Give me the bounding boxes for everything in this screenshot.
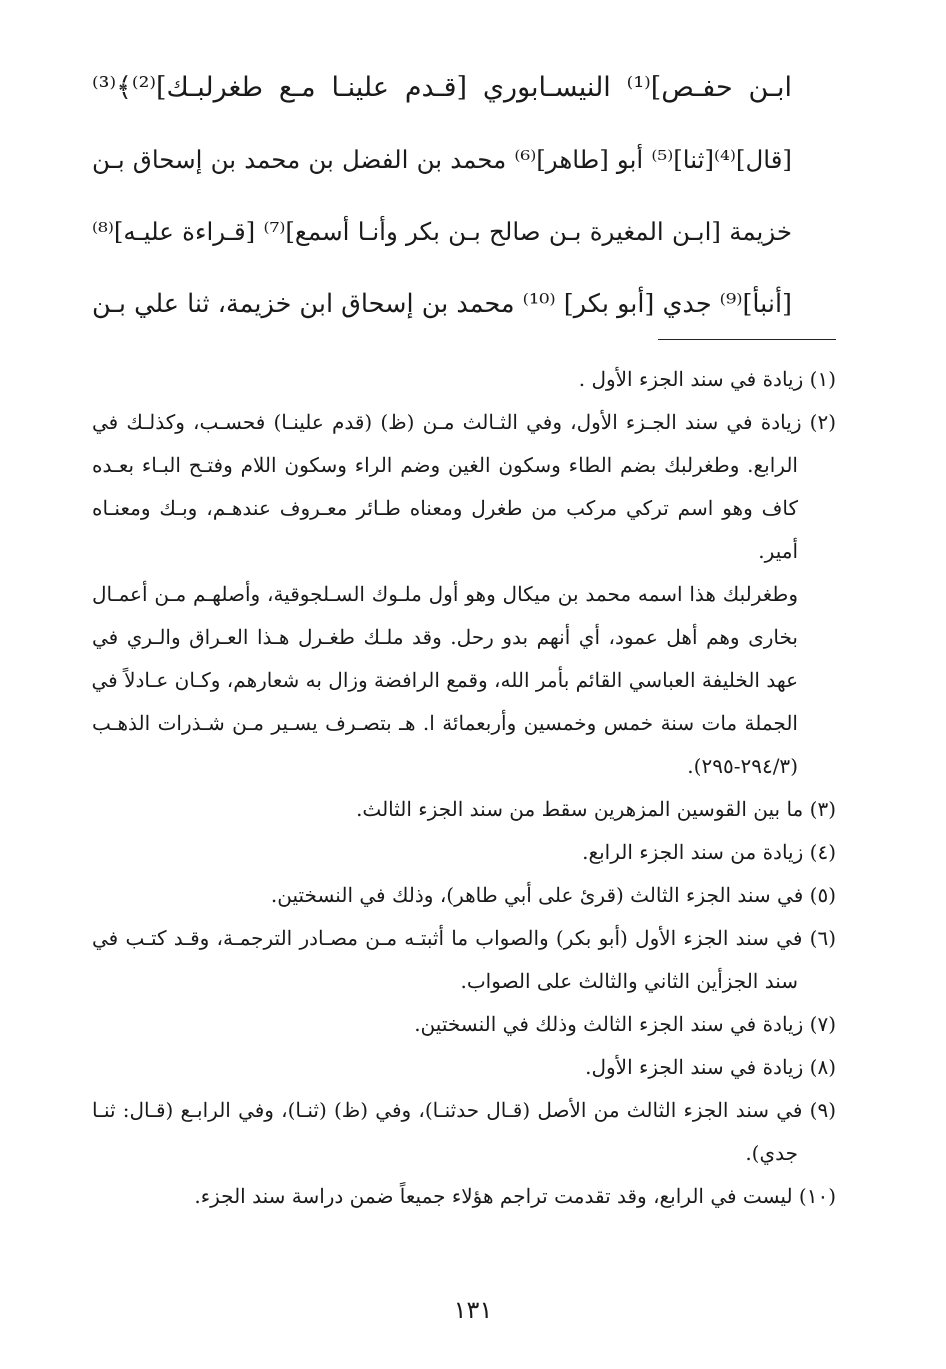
- footnote-4: (٤) زيادة من سند الجزء الرابع.: [582, 840, 836, 864]
- footnote-2-line-4: أمير.: [758, 539, 798, 563]
- footnote-6-line-1: (٦) في سند الجزء الأول (أبو بكر) والصواب ما أثبتـه مـن مصـادر الترجمـة، وقـد كتـب في: [92, 926, 836, 950]
- footnote-6-line-2: سند الجزأين الثاني والثالث على الصواب.: [460, 969, 798, 993]
- footnote-2-line-9: (٢٩٤/٣-٢٩٥).: [687, 754, 798, 778]
- footnote-2-line-3: كاف وهو اسم تركي مركب من طغرل ومعناه طـائر معـروف عندهـم، وبـك ومعنـاه: [92, 496, 798, 520]
- footnote-2-line-8: الجملة مات سنة خمس وخمسين وأربعمائة ا. هـ بتصـرف يسـير مـن شـذرات الذهـب: [92, 711, 798, 735]
- footnote-2-line-6: بخارى وهم أهل عمود، أي أنهم بدو رحل. وقد ملـك طغـرل هـذا العـراق والـري في: [92, 625, 798, 649]
- footnote-divider: [658, 339, 836, 340]
- footnote-8: (٨) زيادة في سند الجزء الأول.: [585, 1055, 836, 1079]
- main-text-line-2: [قال]⁽⁴⁾[ثنا]⁽⁵⁾ أبو [طاهر]⁽⁶⁾ محمد بن الفضل بن محمد بن إسحاق بـن: [92, 145, 792, 174]
- main-text-block: [92, 52, 792, 340]
- footnote-2-line-7: عهد الخليفة العباسي القائم بأمر الله، وقمع الرافضة وزال به شعارهم، وكـان عـادلاً في: [91, 668, 798, 692]
- footnote-9-line-2: جدي).: [745, 1141, 798, 1165]
- footnote-1: (١) زيادة في سند الجزء الأول .: [578, 367, 836, 391]
- main-text-line-1: ابـن حفـص]⁽¹⁾ النيسـابوري [قـدم علينـا مـع طغرلبـك]⁽²⁾﴾⁽³⁾: [92, 72, 792, 103]
- footnote-10: (١٠) ليست في الرابع، وقد تقدمت تراجم هؤلاء جميعاً ضمن دراسة سند الجزء.: [194, 1184, 836, 1208]
- footnote-2-line-1: (٢) زيادة في سند الجـزء الأول، وفي الثـالث مـن (ظ) (قدم علينـا) فحسـب، وكذلـك في: [92, 410, 836, 434]
- footnote-7: (٧) زيادة في سند الجزء الثالث وذلك في النسختين.: [414, 1012, 836, 1036]
- footnote-5: (٥) في سند الجزء الثالث (قرئ على أبي طاهر)، وذلك في النسختين.: [270, 883, 836, 907]
- footnote-2-line-5: وطغرلبك هذا اسمه محمد بن ميكال وهو أول ملـوك السـلجوقية، وأصلهـم مـن أعمـال: [92, 582, 798, 606]
- page-number: ١٣١: [453, 1296, 493, 1324]
- main-text-line-3: خزيمة [ابـن المغيرة بـن صالح بـن بكر وأنـا أسمع]⁽⁷⁾ [قـراءة عليـه]⁽⁸⁾: [92, 217, 793, 246]
- footnotes-block: [92, 358, 836, 1218]
- footnote-3: (٣) ما بين القوسين المزهرين سقط من سند الجزء الثالث.: [356, 797, 836, 821]
- footnote-2-line-2: الرابع. وطغرلبك بضم الطاء وسكون الغين وضم الراء وسكون اللام وفتـح البـاء بعـده: [92, 453, 798, 477]
- footnote-9-line-1: (٩) في سند الجزء الثالث من الأصل (قـال حدثنـا)، وفي (ظ) (ثنـا)، وفي الرابـع (قـال: ثنـا: [92, 1098, 836, 1122]
- main-text-line-4: [أنبأ]⁽⁹⁾ جدي [أبو بكر] ⁽¹⁰⁾ محمد بن إسحاق ابن خزيمة، ثنا علي بـن: [91, 289, 792, 319]
